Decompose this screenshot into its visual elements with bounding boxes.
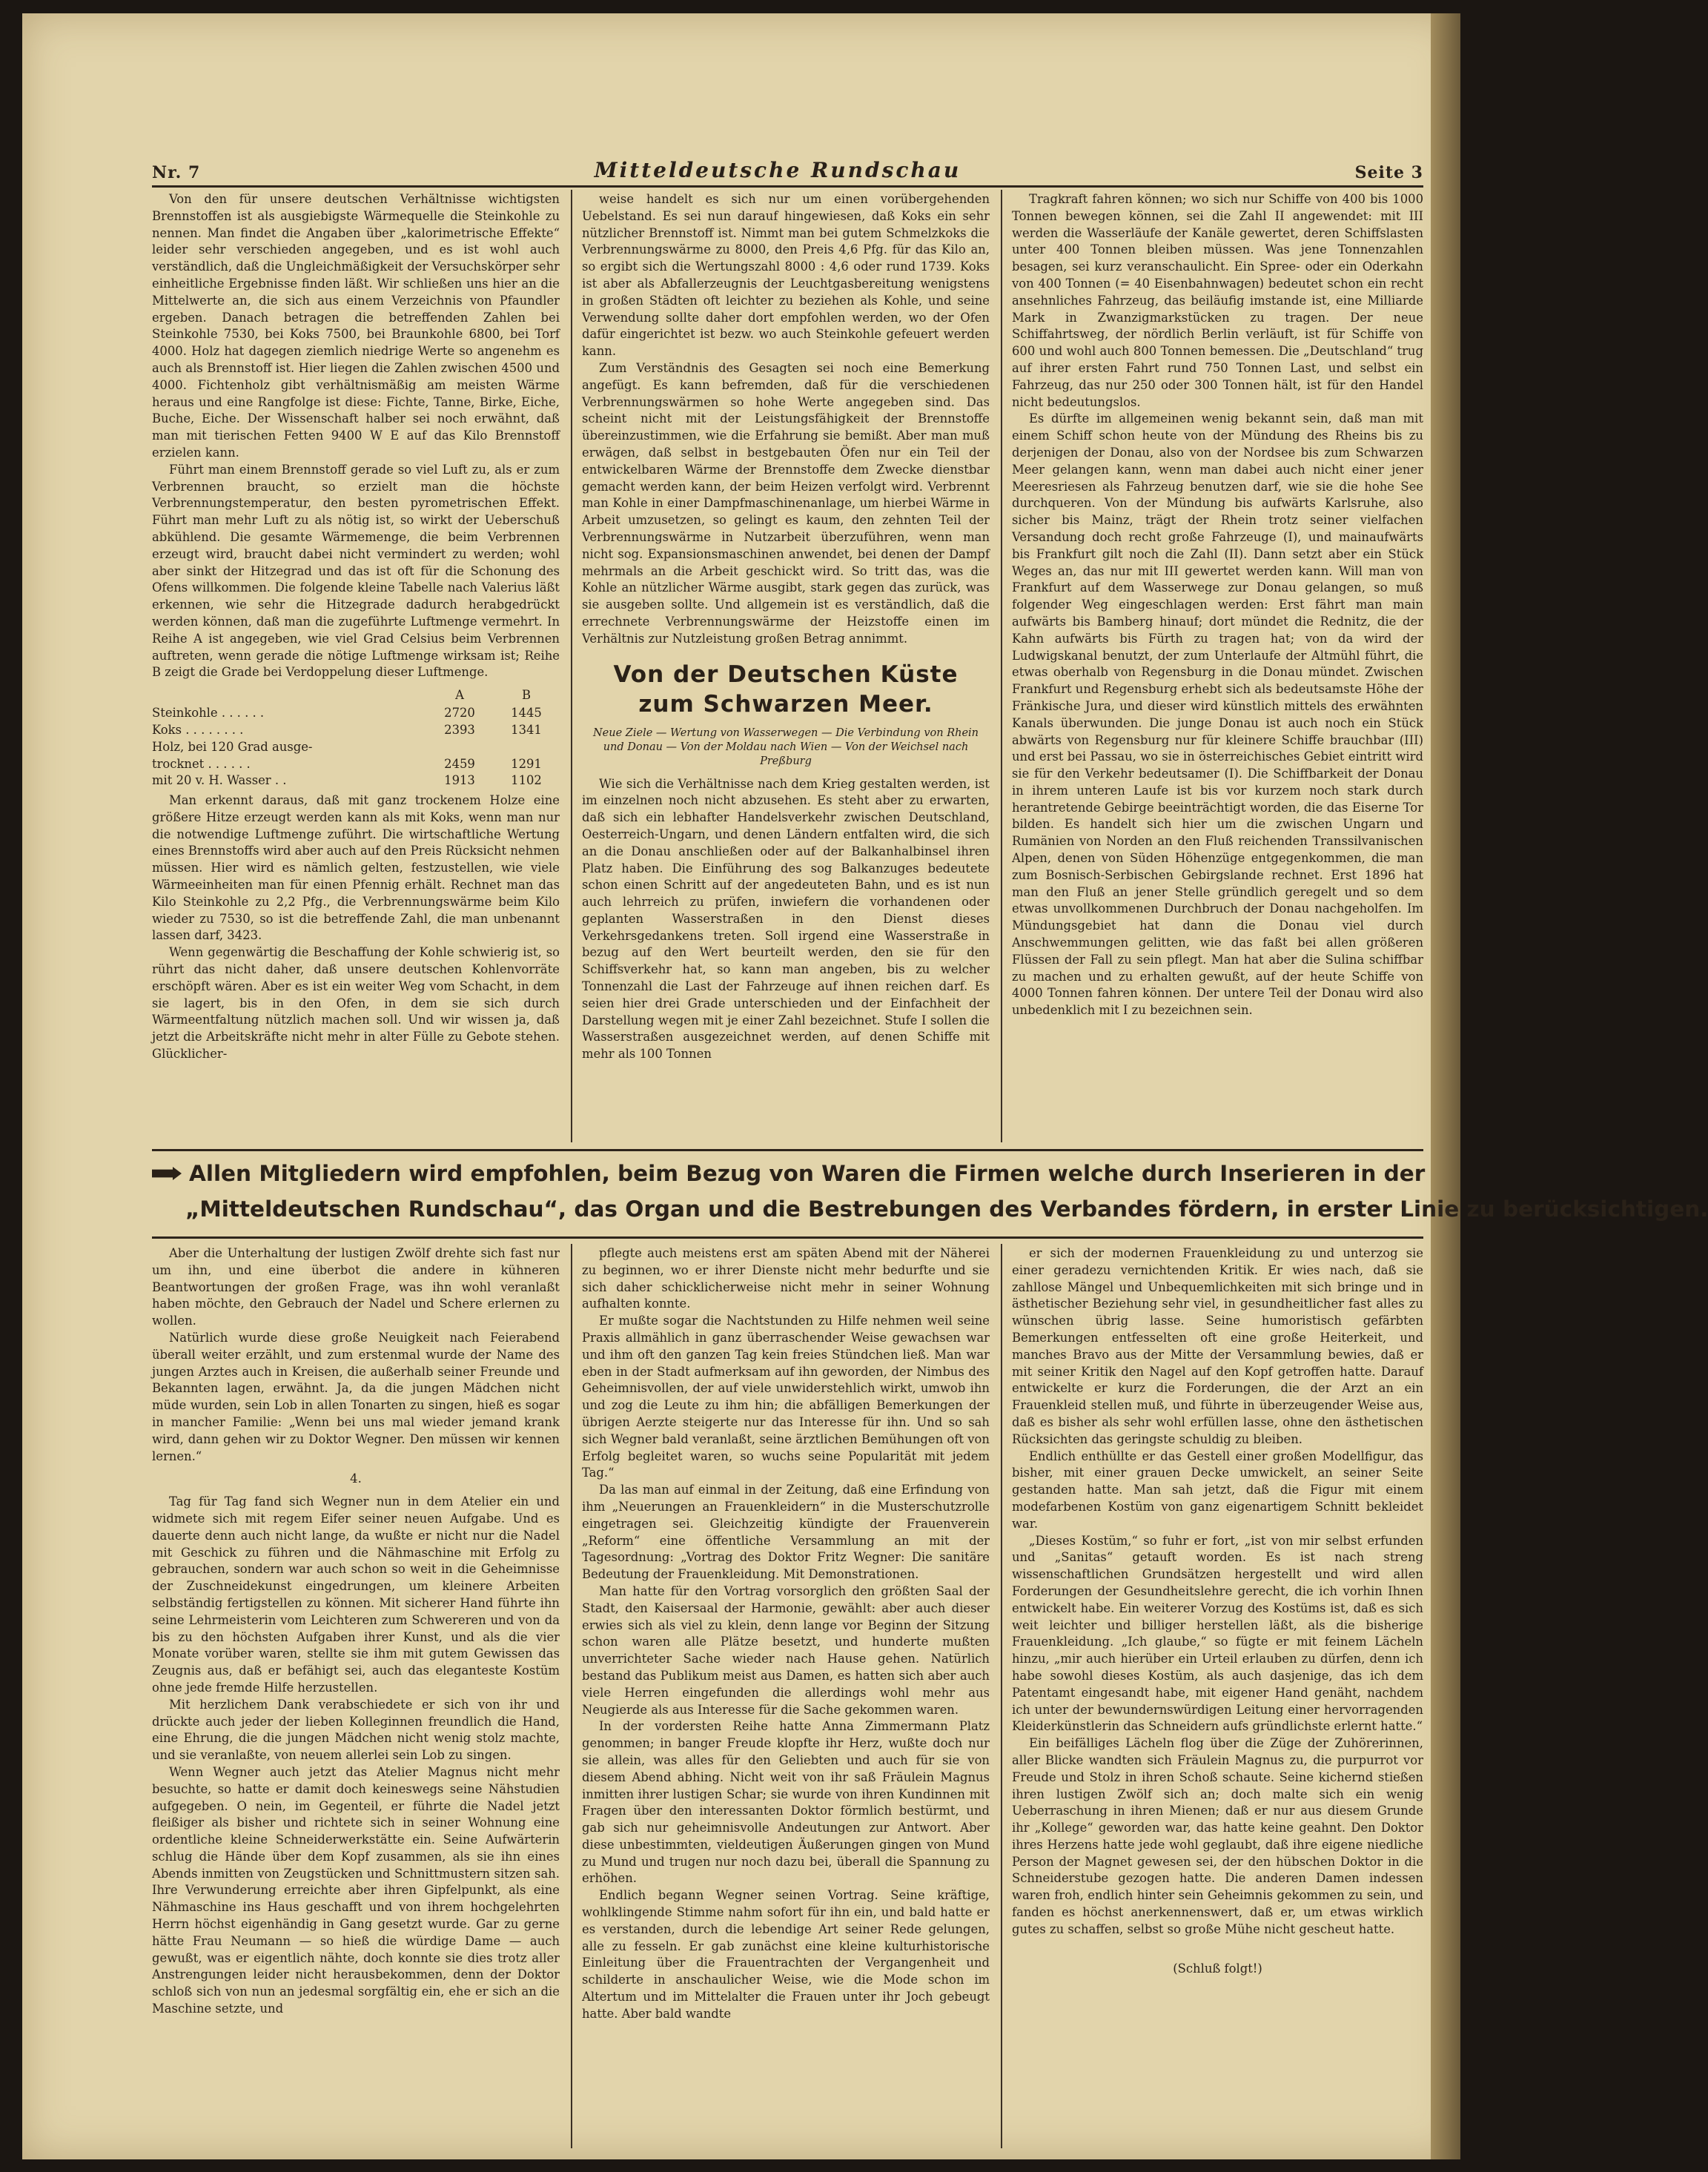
table-cell xyxy=(426,739,493,756)
paragraph: Tragkraft fahren können; wo sich nur Schiffe von 400 bis 1000 Tonnen bewegen können, sei die Zahl II angewendet: mit III werden die Wasserläufe der Kanäle gewertet, deren Schiffslasten unter 400 Tonnen bleiben müssen. Was jene Tonnenzahlen besagen, sei kurz veranschaulicht. Ein Spree- oder ein Oderkahn von 400 Tonnen (= 40 Eisenbahnwagen) bedeutet schon ein recht ansehnliches Fahrzeug, das beiläufig imstande ist, eine Milliarde Mark in Zwanzigmarkstücken zu tragen. Der neue Schiffahrtsweg, der nördlich Berlin verläuft, ist für Schiffe von 600 und wohl auch 800 Tonnen bemessen. Die „Deutschland“ trug auf ihrer ersten Fahrt rund 750 Tonnen Last, und selbst ein Fahrzeug, das nur 250 oder 300 Tonnen hält, ist für den Handel nicht bedeutungslos. xyxy=(1012,192,1423,409)
table-cell: 1913 xyxy=(444,773,475,788)
table-cell: 2720 xyxy=(444,706,475,721)
continuation-note: (Schluß folgt!) xyxy=(1173,1961,1262,1976)
table-cell: trocknet . . . . . . xyxy=(152,756,251,771)
table-cell xyxy=(493,739,560,756)
issue-number: Nr. 7 xyxy=(152,163,201,182)
table-row xyxy=(152,739,560,756)
banner-bottom-rule xyxy=(152,1236,1423,1239)
table-cell: 2393 xyxy=(444,722,475,737)
paragraph: Wenn gegenwärtig die Beschaffung der Kohle schwierig ist, so rührt das nicht daher, daß unsere deutschen Kohlenvorräte erschöpft wären. Aber es ist ein weiter Weg vom Schacht, in dem sie lagert, bis in den Ofen, in dem sie sich durch Wärmeentfaltung nützlich machen soll. Und wir wissen ja, daß jetzt die Arbeitskräfte nicht mehr in alter Fülle zu Gebote stehen. Glücklicher- xyxy=(152,945,560,1062)
paragraph: Er mußte sogar die Nachtstunden zu Hilfe nehmen weil seine Praxis allmählich in ganz überraschender Weise gewachsen war und ihm oft den ganzen Tag kein freies Stündchen ließ. Man war eben in der Stadt aufmerksam auf ihn geworden, der Nimbus des Geheimnisvollen, der auf viele unwiderstehlich wirkt, umwob ihn und zog die Leute zu ihm hin; die abfälligen Bemerkungen der übrigen Aerzte steigerte nur das Interesse für ihn. Und so sah sich Wegner bald veranlaßt, seine ärztlichen Bemühungen oft von Erfolg begleitet waren, so wuchs seine Popularität mit jedem Tag.“ xyxy=(582,1314,990,1480)
table-cell: 1291 xyxy=(511,756,542,771)
table-header xyxy=(152,686,426,705)
table-header: B xyxy=(521,687,532,702)
paragraph: Wie sich die Verhältnisse nach dem Krieg gestalten werden, ist im einzelnen noch nicht abzusehen. Es steht aber zu erwarten, daß sich ein lebhafter Handelsverkehr zwischen Deutschland, Oesterreich-Ungarn, und denen Ländern entfalten wird, die sich an die Donau anschließen oder auf der Balkanhalbinsel ihren Platz haben. Die Einführung des sog Balkanzuges bedeutete schon einen Schritt auf der angedeuteten Bahn, und es ist nun auch lehrreich zu prüfen, inwiefern die vorhandenen oder geplanten Wasserstraßen in den Dienst dieses Verkehrsgedankens treten. Soll irgend eine Wasserstraße in bezug auf den Wert beurteilt werden, den sie für den Schiffsverkehr hat, so kann man angeben, bis zu welcher Tonnenzahl die Last der Fahrzeuge auf ihnen reichen darf. Es seien hier drei Grade unterschieden und der Einfachheit der Darstellung wegen mit je einer Zahl bezeichnet. Stufe I sollen die Wasserstraßen ausgezeichnet werden, auf denen Schiffe mit mehr als 100 Tonnen xyxy=(582,776,990,1062)
column-divider xyxy=(1001,190,1002,1142)
paragraph: pflegte auch meistens erst am späten Abend mit der Näherei zu beginnen, wo er ihrer Dienste nicht mehr bedurfte und sie sich daher schicklicherweise nicht mehr in seiner Wohnung aufhalten konnte. xyxy=(582,1246,990,1311)
table-cell: 1445 xyxy=(511,706,542,721)
page-number: Seite 3 xyxy=(1354,163,1423,182)
lower-column-2 xyxy=(582,1245,990,2150)
paragraph: In der vordersten Reihe hatte Anna Zimmermann Platz genommen; in banger Freude klopfte ihr Herz, wußte doch nur sie allein, was alles für den Geliebten und auch für sie von diesem Abend abhing. Nicht weit von ihr saß Fräulein Magnus inmitten ihrer lustigen Schar; sie wurde von ihren Kundinnen mit Fragen über den interessanten Doktor förmlich bestürmt, und gab sich nur geheimnisvolle Andeutungen zur Antwort. Aber diese unbestimmten, vieldeutigen Äußerungen gingen von Mund zu Mund und trugen nur noch dazu bei, überall die Spannung zu erhöhen. xyxy=(582,1719,990,1886)
paragraph: Führt man einem Brennstoff gerade so viel Luft zu, als er zum Verbrennen braucht, so erzielt man die höchste Verbrennungstemperatur, den besten pyrometrischen Effekt. Führt man mehr Luft zu als nötig ist, so wirkt der Ueberschuß abkühlend. Die gesamte Wärmemenge, die beim Verbrennen erzeugt wird, braucht dabei nicht vermindert zu werden; wohl aber sinkt der Hitzegrad und das ist oft für die Schonung des Ofens willkommen. Die folgende kleine Tabelle nach Valerius läßt erkennen, wie sehr die Hitzegrade dadurch herabgedrückt werden können, daß man die zugeführte Luftmenge vermehrt. In Reihe A ist angegeben, wie viel Grad Celsius beim Verbrennen auftreten, wenn gerade die nötige Luftmenge wirksam ist; Reihe B zeigt die Grade bei Verdoppelung dieser Luftmenge. xyxy=(152,462,560,680)
paragraph: Aber die Unterhaltung der lustigen Zwölf drehte sich fast nur um ihn, und eine überbot die andere in kühneren Beantwortungen der großen Frage, was ihn wohl veranlaßt haben möchte, den Gebrauch der Nadel und Schere erlernen zu wollen. xyxy=(152,1246,560,1328)
upper-column-3 xyxy=(1012,191,1423,1140)
paragraph: er sich der modernen Frauenkleidung zu und unterzog sie einer geradezu vernichtenden Kritik. Er wies nach, daß sie zahllose Mängel und Unbequemlichkeiten mit sich bringe und in ästhetischer Beziehung sehr viel, in gesundheitlicher fast alles zu wünschen übrig lasse. Seine humoristisch gefärbten Bemerkungen entfesselten oft eine große Heiterkeit, und manches Bravo aus der Mitte der Versammlung bewies, daß er mit seiner Kritik den Nagel auf den Kopf getroffen hatte. Darauf entwickelte er kurz die Forderungen, die der Arzt an ein Frauenkleid stellen muß, und führte in überzeugender Weise aus, daß es bisher als sehr wohl erfüllen lasse, ohne den ästhetischen Rücksichten das geringste schuldig zu bleiben. xyxy=(1012,1246,1423,1446)
lower-column-1 xyxy=(152,1245,560,2150)
upper-column-2 xyxy=(582,191,990,1140)
banner-top-rule xyxy=(152,1149,1423,1151)
paragraph: Ein beifälliges Lächeln flog über die Züge der Zuhörerinnen, aller Blicke wandten sich Fräulein Magnus zu, die purpurrot vor Freude und Stolz in ihren Schoß schaute. Seine kichernd stießen ihren lustigen Zwölf sich an; doch malte sich ein wenig Ueberraschung in ihren Mienen; daß er nur aus diesem Grunde ihr „Kollege“ geworden war, das hatte keine geahnt. Den Doktor ihres Herzens hatte jede wohl geglaubt, daß ihre eigene niedliche Person der Magnet gewesen sei, der den hübschen Doktor in die Schneiderstube gezogen hatte. Die anderen Damen indessen waren froh, endlich hinter sein Geheimnis gekommen zu sein, und fanden es höchst anerkennenswert, daß er, um etwas wirklich gutes zu schaffen, selbst so große Mühe nicht gescheut hatte. xyxy=(1012,1736,1423,1936)
pointing-hand-icon xyxy=(152,1167,182,1180)
page-edge xyxy=(1431,13,1460,2159)
paragraph: Da las man auf einmal in der Zeitung, daß eine Erfindung von ihm „Neuerungen an Frauenkleidern“ in die Musterschutzrolle eingetragen sei. Gleichzeitig kündigte der Frauenverein „Reform“ eine öffentliche Versammlung an mit der Tagesordnung: „Vortrag des Doktor Fritz Wegner: Die sanitäre Bedeutung der Frauenkleidung. Mit Demonstrationen. xyxy=(582,1483,990,1582)
paragraph: Man erkennt daraus, daß mit ganz trockenem Holze eine größere Hitze erzeugt werden kann als mit Koks, wenn man nur die notwendige Luftmenge zuführt. Die wirtschaftliche Wertung eines Brennstoffs wird aber auch auf den Preis Rücksicht nehmen müssen. Hier wird es nämlich gelten, festzustellen, wie viele Wärmeeinheiten man für einen Pfennig erhält. Rechnet man das Kilo Steinkohle zu 2,2 Pfg., die Verbrennungswärme beim Kilo wieder zu 7530, so ist die betreffende Zahl, die man unbenannt lassen darf, 3423. xyxy=(152,793,560,943)
article-headline: Von der Deutschen Küste zum Schwarzen Meer. xyxy=(613,660,959,718)
table-header: A xyxy=(455,687,464,702)
table-row xyxy=(152,772,560,789)
page-header xyxy=(152,153,1423,182)
column-divider xyxy=(1001,1244,1002,2148)
column-divider xyxy=(571,190,572,1142)
fuel-table xyxy=(152,686,560,789)
section-number: 4. xyxy=(350,1471,362,1486)
table-cell: 1102 xyxy=(511,773,542,788)
upper-column-1 xyxy=(152,191,560,1140)
table-cell: Holz, bei 120 Grad ausge- xyxy=(152,739,313,754)
paragraph: Natürlich wurde diese große Neuigkeit nach Feierabend überall weiter erzählt, und zum erstenmal wurde der Name des jungen Arztes auch in Kreisen, die außerhalb seiner Freunde und Bekannten lagen, erwähnt. Ja, da die jungen Mädchen nicht müde wurden, sein Lob in allen Tonarten zu singen, hieß es sogar in mancher Familie: „Wenn bei uns mal wieder jemand krank wird, dann gehen wir zu Doktor Wegner. Den müssen wir kennen lernen.“ xyxy=(152,1330,560,1463)
advertising-notice xyxy=(152,1155,1708,1233)
paragraph: Wenn Wegner auch jetzt das Atelier Magnus nicht mehr besuchte, so hatte er damit doch keineswegs seine Nähstudien aufgegeben. O nein, im Gegenteil, er führte die Nadel jetzt fleißiger als bisher und richtete sich in seiner Wohnung eine ordentliche kleine Schneiderwerkstätte ein. Seine Aufwärterin schlug die Hände über dem Kopf zusammen, als sie ihn eines Abends inmitten von Zeugstücken und Schnittmustern sitzen sah. Ihre Verwunderung erreichte aber ihren Gipfelpunkt, als eine Nähmaschine ins Haus geschafft und von ihrem hochgelehrten Herrn höchst eigenhändig in Gang gesetzt wurde. Gar zu gerne hätte Frau Neumann — so hieß die würdige Dame — auch gewußt, was er eigentlich nähte, doch konnte sie dies trotz aller Anstrengungen leider nicht herausbekommen, denn der Doktor schloß sich von nun an jedesmal sorgfältig ein, ehe er sich an die Maschine setzte, und xyxy=(152,1764,560,2016)
table-row xyxy=(152,705,560,722)
paragraph: Von den für unsere deutschen Verhältnisse wichtigsten Brennstoffen ist als ausgiebigste Wärmequelle die Steinkohle zu nennen. Man findet die Angaben über „kalorimetrische Effekte“ leider sehr verschieden angegeben, und es ist wohl auch verständlich, daß die Ungleichmäßigkeit der Versuchskörper sehr einheitliche Ergebnisse finden läßt. Wir schließen uns hier an die Mittelwerte an, die sich aus einem Verzeichnis von Pfaundler ergeben. Danach betragen die betreffenden Zahlen bei Steinkohle 7530, bei Koks 7500, bei Braunkohle 6800, bei Torf 4000. Holz hat dagegen ziemlich niedrige Werte so angenehm es auch als Brennstoff ist. Hier liegen die Zahlen zwischen 4500 und 4000. Fichtenholz gibt verhältnismäßig am meisten Wärme heraus und eine Rangfolge ist diese: Fichte, Tanne, Birke, Eiche, Buche, Eiche. Der Wissenschaft halber sei noch erwähnt, daß man mit tierischen Fetten 9400 W E auf das Kilo Brennstoff erzielen kann. xyxy=(152,192,560,460)
column-divider xyxy=(571,1244,572,2148)
table-row xyxy=(152,756,560,773)
paragraph: Tag für Tag fand sich Wegner nun in dem Atelier ein und widmete sich mit regem Eifer seiner neuen Aufgabe. Und es dauerte denn auch nicht lange, da wußte er nicht nur die Nadel mit Geschick zu führen und die Nähmaschine mit Erfolg zu gebrauchen, sondern war auch schon so weit in die Geheimnisse der Zuschneidekunst eingedrungen, um kleinere Arbeiten selbständig fertigstellen zu können. Mit sicherer Hand führte ihn seine Lehrmeisterin vom Leichteren zum Schwereren und von da bis zu den höchsten Aufgaben ihrer Kunst, und als die vier Monate vorüber waren, stellte sie ihm mit gutem Gewissen das Zeugnis aus, daß er befähigt sei, auch das eleganteste Kostüm ohne jede fremde Hilfe herzustellen. xyxy=(152,1494,560,1695)
table-row xyxy=(152,722,560,739)
table-cell: 2459 xyxy=(444,756,475,771)
paragraph: Endlich enthüllte er das Gestell einer großen Modellfigur, das bisher, mit einer grauen Decke umwickelt, an seiner Seite gestanden hatte. Man sah jetzt, daß die Figur mit einem modefarbenen Kostüm von ganz eigenartigem Schnitt bekleidet war. xyxy=(1012,1448,1423,1531)
table-cell: 1341 xyxy=(511,722,542,737)
paragraph: Man hatte für den Vortrag vorsorglich den größten Saal der Stadt, den Kaisersaal der Harmonie, gewählt: aber auch dieser erwies sich als viel zu klein, denn lange vor Beginn der Sitzung schon waren alle Plätze besetzt, und hunderte mußten unverrichteter Sache wieder nach Hause gehen. Natürlich bestand das Publikum meist aus Damen, es hatten sich aber auch viele Herren eingefunden die allerdings wohl mehr aus Neugierde als aus Interesse für die Sache gekommen waren. xyxy=(582,1583,990,1717)
header-rule xyxy=(152,185,1423,188)
lower-column-3 xyxy=(1012,1245,1423,2150)
notice-line-2: „Mitteldeutschen Rundschau“, das Organ und die Bestrebungen des Verbandes fördern, in erster Linie zu berücksichtigen. xyxy=(185,1196,1708,1222)
table-cell: mit 20 v. H. Wasser . . xyxy=(152,773,287,788)
paragraph: Mit herzlichem Dank verabschiedete er sich von ihr und drückte auch jeder der lieben Kolleginnen freundlich die Hand, eine Ehrung, die die jungen Mädchen nicht wenig stolz machte, und sie veranlaßte, von neuem allerlei sein Lob zu singen. xyxy=(152,1697,560,1763)
table-cell: Steinkohle . . . . . . xyxy=(152,706,265,721)
paragraph: Es dürfte im allgemeinen wenig bekannt sein, daß man mit einem Schiff schon heute von der Mündung des Rheins bis zu derjenigen der Donau, also von der Nordsee bis zum Schwarzen Meer gelangen kann, wenn man dabei auch nicht einer jener Meeresriesen als Fahrzeug benutzen darf, wie sie die hohe See durchqueren. Von der Mündung bis aufwärts Karlsruhe, also sicher bis Mainz, trägt der Rhein trotz seiner vielfachen Versandung doch recht große Fahrzeuge (I), und mainaufwärts bis Frankfurt gilt noch die Zahl (II). Dann setzt aber ein Stück Weges an, das nur mit III gewertet werden kann. Will man von Frankfurt auf dem Wasserwege zur Donau gelangen, so muß folgender Weg eingeschlagen werden: Erst fährt man main aufwärts bis Bamberg hinauf; dort mündet die Rednitz, die der Kahn aufwärts bis Fürth zu tragen hat; von da wird der Ludwigskanal benutzt, der zum Unterlaufe der Altmühl führt, die etwas oberhalb von Regensburg in die Donau mündet. Zwischen Frankfurt und Regensburg erhebt sich als bedeutsamste Höhe der Fränkische Jura, und dieser wird künstlich mittels des erwähnten Kanals überwunden. Die junge Donau ist auch noch ein Stück abwärts von Regensburg nur für kleinere Schiffe brauchbar (III) und erst bei Passau, wo sie in österreichisches Gebiet eintritt wird sie für den Verkehr bedeutsamer (I). Die Schiffbarkeit der Donau in ihrem unteren Laufe ist bis vor kurzem noch stark durch herantretende Gebirge beeinträchtigt worden, die das Eiserne Tor bilden. Es handelt sich hier um die zwischen Ungarn und Rumänien von Norden an den Fluß reichenden Transsilvanischen Alpen, denen von Süden Höhenzüge entgegenkommen, die man zum Bosnisch-Serbischen Gebirgslande rechnet. Erst 1896 hat man den Fluß an jener Stelle gründlich geregelt und so dem etwas unvollkommenen Durchbruch der Donau nachgeholfen. Im Mündungsgebiet hat dann die Donau viel durch Anschwemmungen gelitten, wie das faßt bei allen größeren Flüssen der Fall zu sein pflegt. Man hat aber die Sulina schiffbar zu machen und zu erhalten gewußt, auf der heute Schiffe von 4000 Tonnen fahren können. Der untere Teil der Donau wird also unbedenklich mit I zu bezeichnen sein. xyxy=(1012,411,1423,1018)
paragraph: Endlich begann Wegner seinen Vortrag. Seine kräftige, wohlklingende Stimme nahm sofort für ihn ein, und bald hatte er es verstanden, durch die lebendige Art seiner Rede gelungen, alle zu fesseln. Er gab zunächst eine kleine kulturhistorische Einleitung über die Frauentrachten der Vergangenheit und schilderte in anschaulicher Weise, wie die Mode schon im Altertum und im Mittelalter die Frauen unter ihr Joch gebeugt hatte. Aber bald wandte xyxy=(582,1888,990,2021)
notice-line-1: Allen Mitgliedern wird empfohlen, beim Bezug von Waren die Firmen welche durch Inserieren in der xyxy=(189,1161,1426,1186)
paragraph: weise handelt es sich nur um einen vorübergehenden Uebelstand. Es sei nun darauf hingewiesen, daß Koks ein sehr nützlicher Brennstoff ist. Nimmt man bei gutem Schmelzkoks die Verbrennungswärme zu 8000, den Preis 4,6 Pfg. für das Kilo an, so ergibt sich die Wertungszahl 8000 : 4,6 oder rund 1739. Koks ist aber als Abfallerzeugnis der Leuchtgasbereitung wenigstens in großen Städten oft leichter zu beziehen als Kohle, und seine Verwendung sollte daher dort empfohlen werden, wo der Ofen dafür eingerichtet ist bezw. wo auch Steinkohle gefeuert werden kann. xyxy=(582,192,990,359)
article-subtitle: Neue Ziele — Wertung von Wasserwegen — Die Verbindung von Rhein und Donau — Von der Moldau nach Wien — Von der Weichsel nach Preßburg xyxy=(592,726,979,767)
masthead-title: Mitteldeutsche Rundschau xyxy=(594,158,961,182)
paragraph: Zum Verständnis des Gesagten sei noch eine Bemerkung angefügt. Es kann befremden, daß für die verschiedenen Verbrennungswärmen so hohe Werte angegeben sind. Das scheint nicht mit der Leistungsfähigkeit der Brennstoffe übereinzustimmen, wie die Erfahrung sie bemißt. Aber man muß erwägen, daß selbst in bestgebauten Öfen nur ein Teil der entwickelbaren Wärme der Brennstoffe dem Zwecke dienstbar gemacht werden kann, der beim Heizen verfolgt wird. Verbrennt man Kohle in einer Dampfmaschinenanlage, um hierbei Wärme in Arbeit umzusetzen, so gelingt es kaum, den zehnten Teil der Verbrennungswärme in Nutzarbeit überzuführen, wenn man nicht sog. Expansionsmaschinen anwendet, bei denen der Dampf mehrmals an die Arbeit geschickt wird. So tritt das, was die Kohle an nützlicher Wärme ausgibt, stark gegen das zurück, was sie ausgeben sollte. Und allgemein ist es verständlich, daß die errechnete Verbrennungswärme der Heizstoffe einen im Verhältnis zur Nutzleistung großen Betrag annimmt. xyxy=(582,360,990,646)
table-cell: Koks . . . . . . . . xyxy=(152,722,244,737)
paragraph: „Dieses Kostüm,“ so fuhr er fort, „ist von mir selbst erfunden und „Sanitas“ getauft worden. Es ist nach streng wissenschaftlichen Grundsätzen hergestellt und wird allen Forderungen der Gesundheitslehre gerecht, die ich vorhin Ihnen entwickelt habe. Ein weiterer Vorzug des Kostüms ist, daß es sich weit leichter und billiger herstellen läßt, als die bisherige Frauenkleidung. „Ich glaube,“ so fügte er mit feinem Lächeln hinzu, „mir auch hierüber ein Urteil erlauben zu dürfen, denn ich habe sowohl dieses Kostüm, als auch dasjenige, das ich dem Patentamt eingesandt habe, mit eigener Hand genäht, nachdem ich unter der bewundernswürdigen Leitung einer hervorragenden Kleiderkünstlerin das Schneidern aufs gründlichste erlernt hatte.“ xyxy=(1012,1533,1423,1734)
newspaper-page xyxy=(22,13,1708,2159)
